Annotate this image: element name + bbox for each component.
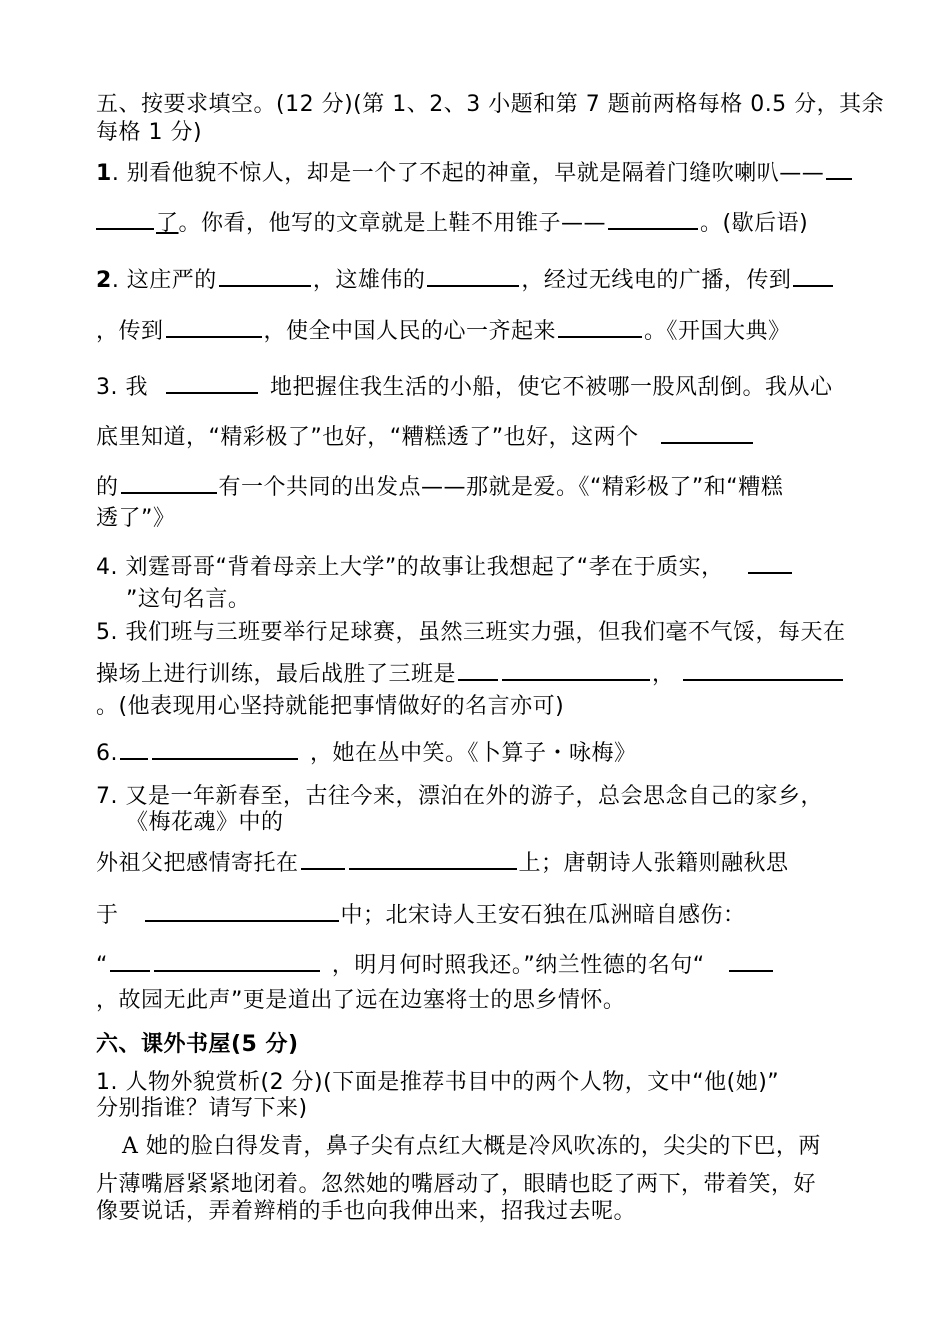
q4-line2	[126, 585, 250, 615]
section5-heading-text-cont: 每格 1 分)	[96, 120, 203, 145]
q3-line3	[96, 472, 783, 503]
section5-heading-line1	[96, 90, 884, 120]
q3-blank-3[interactable]	[121, 472, 217, 494]
q2-text-2: ，这雄伟的	[312, 268, 426, 293]
q7-text-2: 《梅花魂》中的	[126, 810, 284, 835]
q3-text-5: 有一个共同的出发点——那就是爱。《“精彩极了”和“糟糕	[218, 475, 784, 500]
q1-blank-1a[interactable]	[826, 158, 852, 180]
q3-line1	[96, 372, 833, 403]
q7-blank-4a[interactable]	[729, 950, 773, 972]
q7-line4	[96, 900, 746, 931]
q6-blank-1b[interactable]	[152, 738, 298, 760]
q7-line5	[96, 950, 775, 981]
q5-blank-1b[interactable]	[502, 659, 650, 681]
q2-text-3: ，经过无线电的广播，传到	[521, 268, 792, 293]
section5-heading-line2	[96, 118, 202, 148]
q7-blank-1a[interactable]	[301, 848, 345, 870]
q4-line1	[96, 552, 794, 583]
q2-text-1: . 这庄严的	[111, 268, 217, 293]
q6-text-1: 6.	[96, 741, 118, 766]
q1-line2	[96, 208, 808, 239]
q3-text-2: 地把握住我生活的小船，使它不被哪一股风刮倒。我从心	[269, 375, 833, 400]
section5-heading-text: 五、按要求填空。(12 分)(第 1、2、3 小题和第 7 题前两格每格 0.5 分，其余	[96, 92, 885, 117]
q7-line2	[126, 808, 284, 838]
passage-a-text-2: 片薄嘴唇紧紧地闭着。忽然她的嘴唇动了，眼睛也眨了两下，带着笑，好	[96, 1172, 817, 1197]
q3-line4	[96, 504, 175, 534]
q1-text: . 别看他貌不惊人，却是一个了不起的神童，早就是隔着门缝吹喇叭——	[111, 161, 825, 186]
q3-text-1: 3. 我	[96, 375, 148, 400]
passage-a-line1	[122, 1132, 821, 1162]
q1-text-le: 了	[156, 211, 179, 236]
q1-text-3: 。(歇后语)	[700, 211, 809, 236]
q7-line6	[96, 986, 625, 1016]
q5-text-1: 5. 我们班与三班要举行足球赛，虽然三班实力强，但我们毫不气馁，每天在	[96, 620, 846, 645]
q4-blank-1a[interactable]	[748, 552, 792, 574]
q2-line2	[96, 316, 791, 347]
q2-text-6: 。《开国大典》	[644, 319, 791, 344]
q6-blank-1a[interactable]	[120, 738, 148, 760]
q7-line3	[96, 848, 789, 879]
q7-text-7: “	[96, 953, 108, 978]
q5-text-4: 。(他表现用心坚持就能把事情做好的名言亦可)	[96, 694, 565, 719]
s6-q1-text-1: 1. 人物外貌赏析(2 分)(下面是推荐书目中的两个人物，文中“他(她)”	[96, 1070, 780, 1095]
q4-text-2: ”这句名言。	[126, 587, 251, 612]
q7-text-9: ，故园无此声”更是道出了远在边塞将士的思乡情怀。	[96, 988, 626, 1013]
q1-number: 1	[96, 161, 112, 186]
q2-blank-1[interactable]	[219, 265, 311, 287]
q7-blank-3a[interactable]	[110, 950, 150, 972]
q7-blank-3b[interactable]	[154, 950, 320, 972]
q2-number: 2	[96, 268, 112, 293]
q7-text-3: 外祖父把感情寄托在	[96, 851, 299, 876]
q3-text-4: 的	[96, 475, 119, 500]
q6-text-2: ，她在丛中笑。《卜算子・咏梅》	[310, 741, 637, 766]
q5-line1	[96, 618, 846, 648]
q2-blank-2[interactable]	[427, 265, 519, 287]
q7-text-1: 7. 又是一年新春至，古往今来，漂泊在外的游子，总会思念自己的家乡，	[96, 784, 823, 809]
q1-text-2: 。你看，他写的文章就是上鞋不用锥子——	[178, 211, 607, 236]
q2-line1	[96, 265, 835, 296]
q7-text-4: 上；唐朝诗人张籍则融秋思	[518, 851, 789, 876]
passage-a-text-1: A 她的脸白得发青，鼻子尖有点红大概是冷风吹冻的，尖尖的下巴，两	[122, 1134, 821, 1159]
q3-blank-2[interactable]	[661, 422, 753, 444]
q3-text-6: 透了”》	[96, 506, 176, 531]
q5-text-3: ，	[652, 662, 675, 687]
passage-a-line3	[96, 1197, 636, 1227]
q5-blank-2[interactable]	[683, 659, 843, 681]
q7-text-8: ，明月何时照我还。”纳兰性德的名句“	[331, 953, 705, 978]
q2-text-5: ，使全中国人民的心一齐起来	[263, 319, 557, 344]
q5-blank-1a[interactable]	[458, 659, 498, 681]
q2-blank-3a[interactable]	[793, 265, 833, 287]
q6-line1	[96, 738, 637, 769]
q5-line2	[96, 659, 845, 690]
q3-blank-1[interactable]	[166, 372, 258, 394]
q7-text-5: 于	[96, 903, 119, 928]
q5-line3	[96, 692, 564, 722]
q2-text-4: ，传到	[96, 319, 164, 344]
q1-blank-2[interactable]	[608, 208, 698, 230]
q2-blank-4[interactable]	[166, 316, 262, 338]
section6-heading	[96, 1030, 299, 1060]
q7-text-6: 中；北宋诗人王安石独在瓜洲暗自感伤：	[340, 903, 746, 928]
q1-blank-1b[interactable]	[96, 208, 154, 230]
q5-text-2: 操场上进行训练，最后战胜了三班是	[96, 662, 457, 687]
q1-line1	[96, 158, 854, 189]
q7-blank-2[interactable]	[145, 900, 339, 922]
passage-a-line2	[96, 1170, 816, 1200]
q7-blank-1b[interactable]	[349, 848, 517, 870]
passage-a-text-3: 像要说话，弄着辫梢的手也向我伸出来，招我过去呢。	[96, 1199, 637, 1224]
s6-q1-line2	[96, 1094, 308, 1124]
q2-blank-5[interactable]	[558, 316, 642, 338]
s6-q1-text-2: 分别指谁？请写下来)	[96, 1096, 308, 1121]
q3-line2	[96, 422, 755, 453]
section6-heading-text: 六、课外书屋(5 分)	[96, 1032, 299, 1057]
q4-text-1: 4. 刘霆哥哥“背着母亲上大学”的故事让我想起了“孝在于质实，	[96, 555, 724, 580]
q3-text-3: 底里知道，“精彩极了”也好，“糟糕透了”也好，这两个	[96, 425, 639, 450]
